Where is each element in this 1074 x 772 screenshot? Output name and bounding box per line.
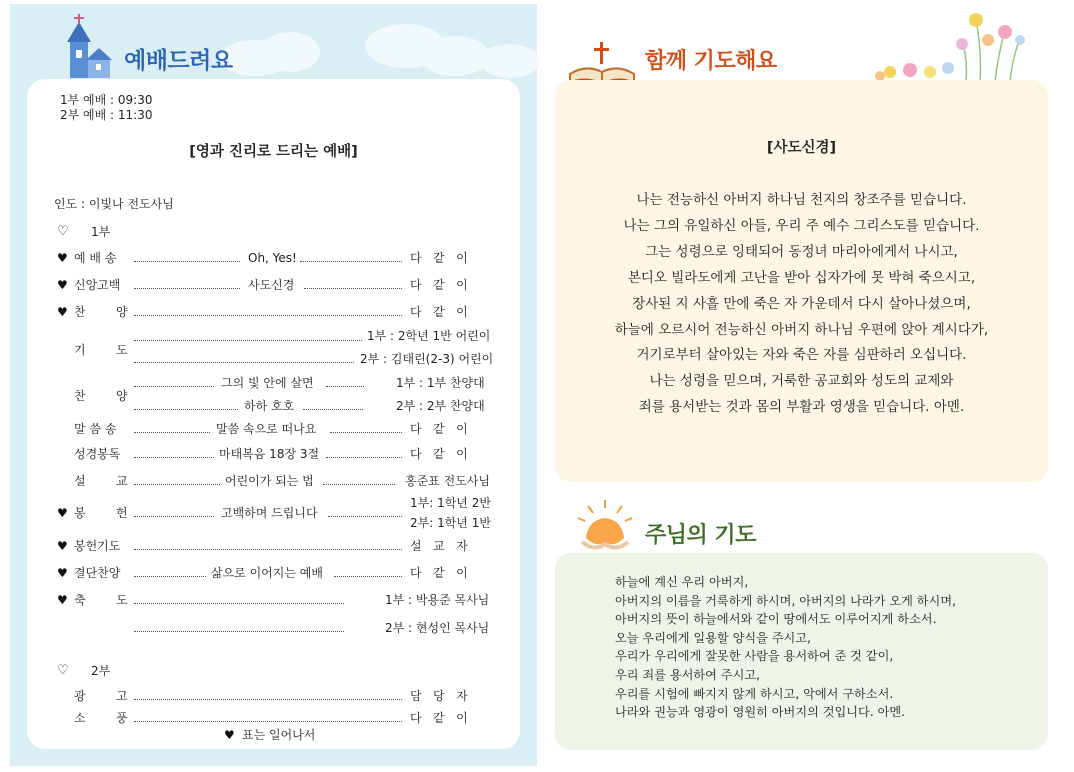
service-time-2: 2부 예배 : 11:30 — [60, 108, 153, 122]
prayer-line: 나라와 권능과 영광이 영원히 아버지의 것입니다. 아멘. — [615, 705, 906, 720]
stand-heart-icon: ♥ — [57, 278, 68, 292]
creed-line: 나는 전능하신 아버지 하나님 천지의 창조주를 믿습니다. — [636, 192, 967, 208]
prayer-line: 우리를 시험에 빠지지 않게 하시고, 악에서 구하소서. — [615, 686, 894, 701]
lords-prayer-text — [615, 573, 956, 722]
creed-line: 그는 성령으로 잉태되어 동정녀 마리아에게서 나시고, — [645, 243, 958, 260]
leader-dots — [300, 261, 402, 262]
order-presenter: 담 당 자 — [410, 689, 468, 703]
leader-dots — [134, 315, 402, 316]
prayer-title: 함께 기도해요 — [645, 49, 777, 74]
leader-dots — [323, 484, 395, 485]
prayer-line: 우리 죄를 용서하여 주시고, — [615, 667, 761, 682]
leader-dots — [134, 699, 402, 700]
order-content: 마태복음 18장 3절 — [219, 447, 320, 461]
order-label: 신앙고백 — [74, 278, 121, 292]
creed-line: 거기로부터 살아있는 자와 죽은 자를 심판하러 오십니다. — [636, 347, 967, 364]
creed-line: 나는 그의 유일하신 아들, 우리 주 예수 그리스도를 믿습니다. — [623, 217, 980, 234]
leader-dots — [134, 549, 402, 550]
leader-dots — [134, 362, 354, 363]
stand-heart-icon: ♥ — [57, 539, 68, 553]
stand-heart-icon: ♥ — [57, 593, 68, 607]
flowers-icon — [870, 10, 1030, 82]
order-label: 양 — [116, 389, 128, 403]
order-label: 봉헌기도 — [74, 539, 121, 553]
stand-heart-icon: ♥ — [224, 728, 235, 742]
cloud-decoration — [260, 32, 320, 72]
order-presenter: 1부 : 1부 찬양대 — [396, 376, 485, 390]
leader-dots — [330, 432, 402, 433]
order-label: 예 배 송 — [74, 251, 117, 265]
leader-dots — [134, 484, 220, 485]
leader-dots — [303, 409, 363, 410]
part-2-label: 2부 — [91, 664, 111, 678]
order-label: 봉 — [74, 506, 86, 520]
stand-heart-icon: ♥ — [57, 251, 68, 265]
creed-line: 나는 성령을 믿으며, 거룩한 공교회와 성도의 교제와 — [649, 373, 954, 390]
order-presenter: 1부 : 박용준 목사님 — [385, 593, 490, 607]
cloud-decoration — [480, 44, 540, 78]
order-presenter: 2부 : 김태린(2-3) 어린이 — [360, 352, 494, 366]
order-presenter: 다 같 이 — [410, 422, 468, 436]
order-content: 사도신경 — [248, 278, 295, 292]
cloud-decoration — [420, 36, 490, 76]
order-content: 어린이가 되는 법 — [225, 474, 314, 488]
order-label: 광 — [74, 689, 86, 703]
service-title: [영과 진리로 드리는 예배] — [189, 144, 358, 160]
order-label: 헌 — [116, 506, 128, 520]
leader-dots — [134, 261, 240, 262]
order-presenter: 다 같 이 — [410, 566, 468, 580]
order-label: 도 — [116, 343, 128, 357]
order-label: 성경봉독 — [74, 447, 121, 461]
leader-dots — [134, 457, 214, 458]
order-presenter: 2부: 1학년 1반 — [410, 516, 491, 530]
order-content: 그의 빛 안에 살면 — [221, 376, 314, 390]
order-presenter: 1부 : 2학년 1반 어린이 — [367, 329, 491, 343]
order-presenter: 홍준표 전도사님 — [405, 474, 490, 488]
church-icon — [62, 14, 112, 78]
order-presenter: 다 같 이 — [410, 251, 468, 265]
order-label: 교 — [116, 474, 128, 488]
leader-dots — [326, 386, 364, 387]
prayer-line: 하늘에 계신 우리 아버지, — [615, 575, 749, 589]
order-label: 도 — [116, 593, 128, 607]
order-presenter: 1부: 1학년 2반 — [410, 496, 491, 510]
creed-line: 하늘에 오르시어 전능하신 아버지 하나님 우편에 앉아 계시다가, — [614, 321, 989, 338]
leader-dots — [134, 409, 238, 410]
order-presenter: 다 같 이 — [410, 305, 468, 319]
praying-hands-icon — [574, 498, 636, 552]
stand-heart-icon: ♥ — [57, 506, 68, 520]
prayer-line: 우리가 우리에게 잘못한 사람을 용서하여 준 것 같이, — [615, 649, 894, 664]
leader-dots — [134, 721, 402, 722]
leader: 인도 : 이빛나 전도사님 — [54, 197, 174, 211]
open-heart-icon: ♡ — [57, 663, 69, 678]
prayer-line: 아버지의 이름을 거룩하게 하시며, 아버지의 나라가 오게 하시며, — [615, 593, 956, 608]
leader-dots — [334, 576, 402, 577]
creed-title: [사도신경] — [766, 140, 837, 156]
order-label: 축 — [74, 593, 86, 607]
lords-prayer-title: 주님의 기도 — [645, 523, 756, 548]
order-content: 삶으로 이어지는 예배 — [211, 566, 323, 580]
leader-dots — [134, 516, 214, 517]
open-heart-icon: ♡ — [57, 224, 69, 239]
order-content: 고백하며 드립니다 — [221, 506, 318, 520]
prayer-line: 아버지의 뜻이 하늘에서와 같이 땅에서도 이루어지게 하소서. — [615, 612, 937, 627]
leader-dots — [134, 288, 240, 289]
order-presenter: 2부 : 2부 찬양대 — [396, 399, 485, 413]
order-label: 말 씀 송 — [74, 422, 117, 436]
order-content: Oh, Yes! — [248, 251, 297, 265]
leader-dots — [134, 386, 214, 387]
worship-order-card — [27, 79, 520, 749]
creed-line: 본디오 빌라도에게 고난을 받아 십자가에 못 박혀 죽으시고, — [627, 269, 976, 286]
leader-dots — [326, 457, 402, 458]
leader-dots — [134, 631, 344, 632]
order-content: 하하 호호 — [244, 399, 295, 413]
order-label: 설 — [74, 474, 86, 488]
order-presenter: 다 같 이 — [410, 711, 468, 725]
order-label: 소 — [74, 711, 86, 725]
leader-dots — [134, 432, 210, 433]
leader-dots — [134, 340, 362, 341]
creed-line: 죄를 용서받는 것과 몸의 부활과 영생을 믿습니다. 아멘. — [638, 399, 965, 416]
order-content: 말씀 속으로 떠나요 — [216, 422, 317, 436]
creed-text — [555, 188, 1048, 421]
service-time-1: 1부 예배 : 09:30 — [60, 93, 153, 107]
order-label: 고 — [116, 689, 128, 703]
worship-title: 예배드려요 — [124, 48, 233, 74]
order-label: 풍 — [116, 711, 128, 725]
order-label: 기 — [74, 343, 86, 357]
order-label: 찬 — [74, 305, 86, 319]
prayer-line: 오늘 우리에게 일용할 양식을 주시고, — [615, 630, 811, 645]
service-times — [60, 93, 152, 123]
order-presenter: 설 교 자 — [410, 539, 468, 553]
order-presenter: 2부 : 현성인 목사님 — [385, 621, 490, 635]
creed-line: 장사된 지 사흘 만에 죽은 자 가운데서 다시 살아나셨으며, — [632, 295, 971, 312]
order-label: 양 — [116, 305, 128, 319]
stand-heart-icon: ♥ — [57, 305, 68, 319]
stand-heart-icon: ♥ — [57, 566, 68, 580]
part-1-label: 1부 — [91, 225, 111, 239]
order-label: 찬 — [74, 389, 86, 403]
order-presenter: 다 같 이 — [410, 447, 468, 461]
order-label: 결단찬양 — [74, 566, 121, 580]
leader-dots — [304, 288, 402, 289]
footnote: 표는 일어나서 — [242, 728, 316, 742]
leader-dots — [134, 603, 344, 604]
leader-dots — [328, 516, 402, 517]
leader-dots — [134, 576, 206, 577]
order-presenter: 다 같 이 — [410, 278, 468, 292]
